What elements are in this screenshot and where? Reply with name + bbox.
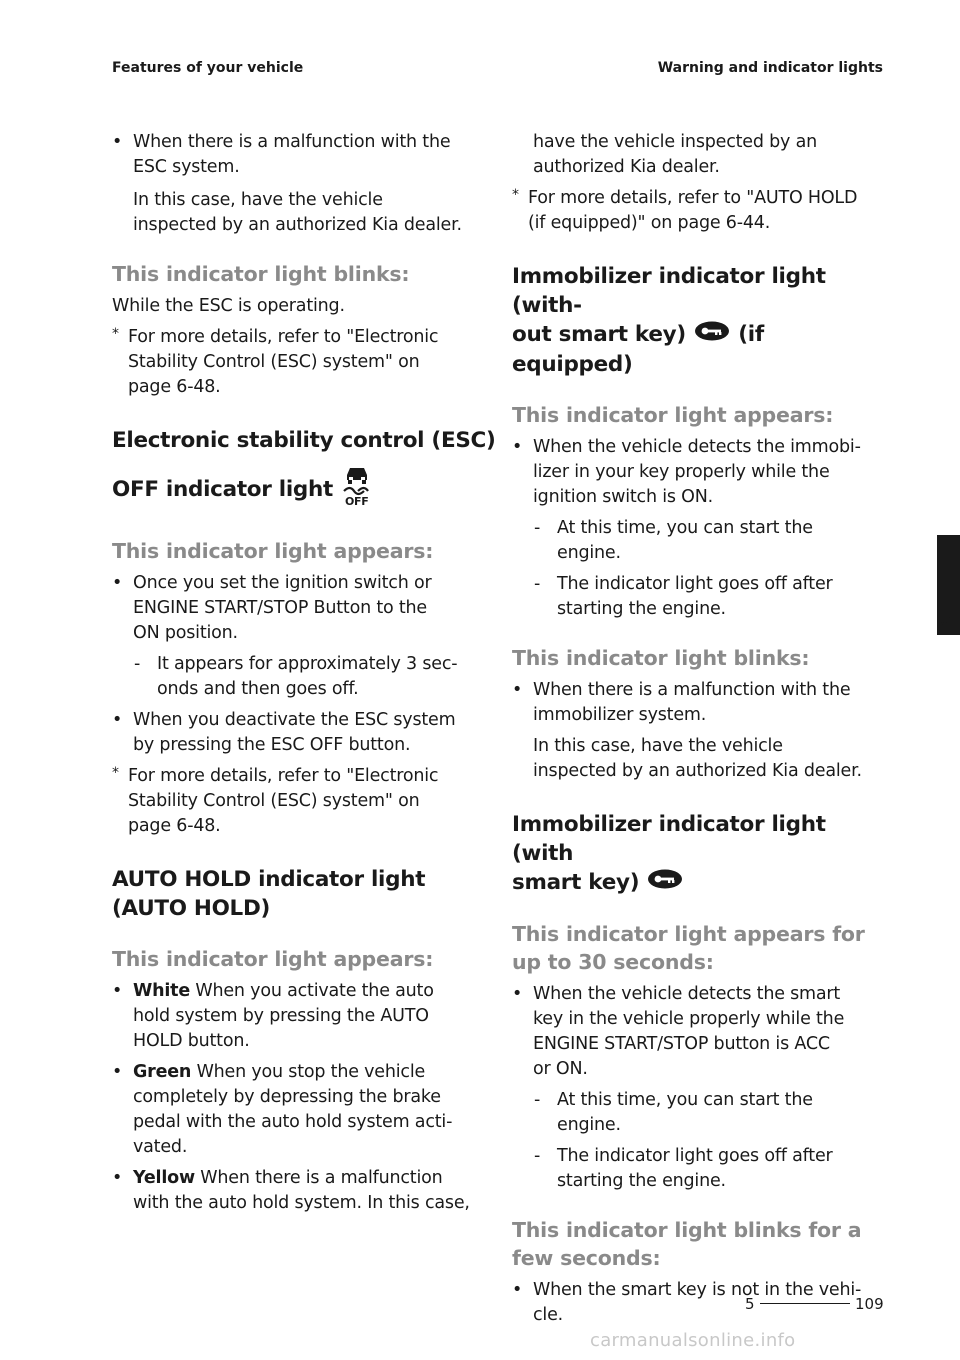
text-line: The indicator light goes off after	[557, 1146, 833, 1166]
text-line: When you deactivate the ESC system	[133, 710, 456, 730]
note	[112, 325, 497, 400]
text-line: When you stop the vehicle	[191, 1062, 426, 1082]
bullet: •	[512, 680, 523, 700]
dash: -	[534, 574, 541, 594]
subheading-appears: This indicator light appears:	[112, 947, 434, 971]
list-item	[512, 982, 887, 1082]
immobilizer-key-icon	[646, 868, 684, 898]
header-chapter-title: Warning and indicator lights	[657, 60, 883, 76]
list-item	[112, 571, 497, 646]
subheading-blinks-few-seconds-line2: few seconds:	[512, 1246, 661, 1270]
list-item	[112, 130, 497, 180]
asterisk: *	[112, 326, 119, 342]
text-line: ENGINE START/STOP button is ACC	[533, 1034, 830, 1054]
heading-auto-hold: AUTO HOLD indicator light	[112, 867, 426, 892]
heading-esc-off: Electronic stability control (ESC)	[112, 428, 496, 453]
watermark: carmanualsonline.info	[590, 1330, 796, 1351]
text-line: When you activate the auto	[190, 981, 434, 1001]
text-line: have the vehicle inspected by an	[533, 132, 817, 152]
text-line: For more details, refer to "Electronic	[128, 766, 439, 786]
dash: -	[534, 1090, 541, 1110]
esc-off-icon	[340, 465, 376, 515]
text-line: For more details, refer to "Electronic	[128, 327, 439, 347]
text-line: page 6-48.	[128, 816, 221, 836]
header-section-title: Features of your vehicle	[112, 60, 304, 76]
subheading-appears: This indicator light appears:	[512, 403, 834, 427]
asterisk: *	[512, 187, 519, 203]
text-line: vated.	[133, 1137, 188, 1157]
text-line: engine.	[557, 1115, 621, 1135]
immobilizer-key-icon	[693, 320, 731, 350]
subheading-blinks-few-seconds: This indicator light blinks for a	[512, 1218, 862, 1242]
text-line: authorized Kia dealer.	[533, 157, 720, 177]
list-item	[512, 435, 887, 510]
text-line: ESC system.	[133, 157, 240, 177]
bullet: •	[112, 573, 123, 593]
sub-list-item	[112, 652, 497, 702]
list-item	[112, 708, 497, 758]
sub-list-item	[512, 1088, 887, 1138]
text-line: When the smart key is not in the vehi-	[533, 1280, 862, 1300]
heading-text: smart key)	[512, 870, 640, 895]
list-item	[512, 678, 887, 728]
text-line: (if equipped)" on page 6-44.	[528, 213, 771, 233]
sub-list-item	[512, 1144, 887, 1194]
footer-chapter-number: 5	[745, 1295, 755, 1313]
bullet: •	[112, 981, 123, 1001]
text-line: When there is a malfunction with the	[133, 132, 451, 152]
text-line: lizer in your key properly while the	[533, 462, 830, 482]
text-line: pedal with the auto hold system acti-	[133, 1112, 453, 1132]
color-label-green: Green	[133, 1062, 192, 1082]
note	[112, 764, 497, 839]
text-line: with the auto hold system. In this case,	[133, 1193, 470, 1213]
text-line: immobilizer system.	[533, 705, 707, 725]
heading-immobilizer-smart-key-line2	[512, 868, 887, 898]
bullet: •	[512, 1280, 523, 1300]
bullet: •	[512, 437, 523, 457]
dash: -	[134, 654, 141, 674]
text-line: It appears for approximately 3 sec-	[157, 654, 458, 674]
text-line: inspected by an authorized Kia dealer.	[533, 761, 862, 781]
text-line: While the ESC is operating.	[112, 296, 345, 316]
subheading-appears-30s: This indicator light appears for	[512, 922, 865, 946]
text-line: starting the engine.	[557, 1171, 726, 1191]
text-line: ENGINE START/STOP Button to the	[133, 598, 427, 618]
heading-immobilizer-smart-key: Immobilizer indicator light (with	[512, 812, 826, 866]
right-column	[512, 130, 887, 1328]
left-column	[112, 130, 497, 1216]
list-item	[112, 979, 497, 1054]
text-line: Once you set the ignition switch or	[133, 573, 432, 593]
text-line: In this case, have the vehicle	[533, 736, 783, 756]
heading-auto-hold-line2: (AUTO HOLD)	[112, 896, 271, 921]
page-number: 109	[855, 1295, 884, 1313]
text-line: HOLD button.	[133, 1031, 250, 1051]
text-line: onds and then goes off.	[157, 679, 359, 699]
heading-text: OFF indicator light	[112, 477, 333, 502]
svg-text:OFF: OFF	[345, 495, 369, 507]
text-line: Stability Control (ESC) system" on	[128, 791, 420, 811]
bullet: •	[112, 1062, 123, 1082]
dash: -	[534, 518, 541, 538]
heading-text: out smart key)	[512, 322, 686, 347]
asterisk: *	[112, 765, 119, 781]
text-line: Stability Control (ESC) system" on	[128, 352, 420, 372]
heading-text: (if equipped)	[512, 322, 764, 377]
heading-immobilizer-no-smart-key: Immobilizer indicator light (with-	[512, 264, 826, 318]
note	[512, 186, 887, 236]
color-label-white: White	[133, 981, 190, 1001]
list-item	[112, 1166, 497, 1216]
text-line: When the vehicle detects the immobi-	[533, 437, 861, 457]
text-line: The indicator light goes off after	[557, 574, 833, 594]
sub-list-item	[512, 516, 887, 566]
sub-list-item	[512, 572, 887, 622]
text-line: At this time, you can start the	[557, 1090, 813, 1110]
bullet: •	[512, 984, 523, 1004]
dash: -	[534, 1146, 541, 1166]
text-line: page 6-48.	[128, 377, 221, 397]
text-line: or ON.	[533, 1059, 588, 1079]
side-tab-number: 5	[940, 610, 952, 630]
text-line: cle.	[533, 1305, 564, 1325]
footer-divider	[760, 1303, 850, 1304]
text-line: When there is a malfunction with the	[533, 680, 851, 700]
text-line: completely by depressing the brake	[133, 1087, 441, 1107]
bullet: •	[112, 132, 123, 152]
text-line: For more details, refer to "AUTO HOLD	[528, 188, 858, 208]
bullet: •	[112, 710, 123, 730]
text-line: In this case, have the vehicle	[133, 190, 383, 210]
text-line: key in the vehicle properly while the	[533, 1009, 845, 1029]
text-line: ON position.	[133, 623, 238, 643]
color-label-yellow: Yellow	[133, 1168, 195, 1188]
subheading-appears: This indicator light appears:	[112, 539, 434, 563]
text-line: engine.	[557, 543, 621, 563]
heading-esc-off-line2	[112, 465, 497, 515]
text-line: When the vehicle detects the smart	[533, 984, 841, 1004]
text-line: When there is a malfunction	[194, 1168, 443, 1188]
subheading-blinks: This indicator light blinks:	[112, 262, 410, 286]
text-line: by pressing the ESC OFF button.	[133, 735, 411, 755]
text-line: ignition switch is ON.	[533, 487, 714, 507]
text-line: starting the engine.	[557, 599, 726, 619]
text-line: At this time, you can start the	[557, 518, 813, 538]
subheading-blinks: This indicator light blinks:	[512, 646, 810, 670]
bullet: •	[112, 1168, 123, 1188]
text-line: inspected by an authorized Kia dealer.	[133, 215, 462, 235]
list-item	[112, 1060, 497, 1160]
heading-immobilizer-line2	[512, 320, 887, 379]
text-line: hold system by pressing the AUTO	[133, 1006, 429, 1026]
subheading-appears-30s-line2: up to 30 seconds:	[512, 950, 714, 974]
